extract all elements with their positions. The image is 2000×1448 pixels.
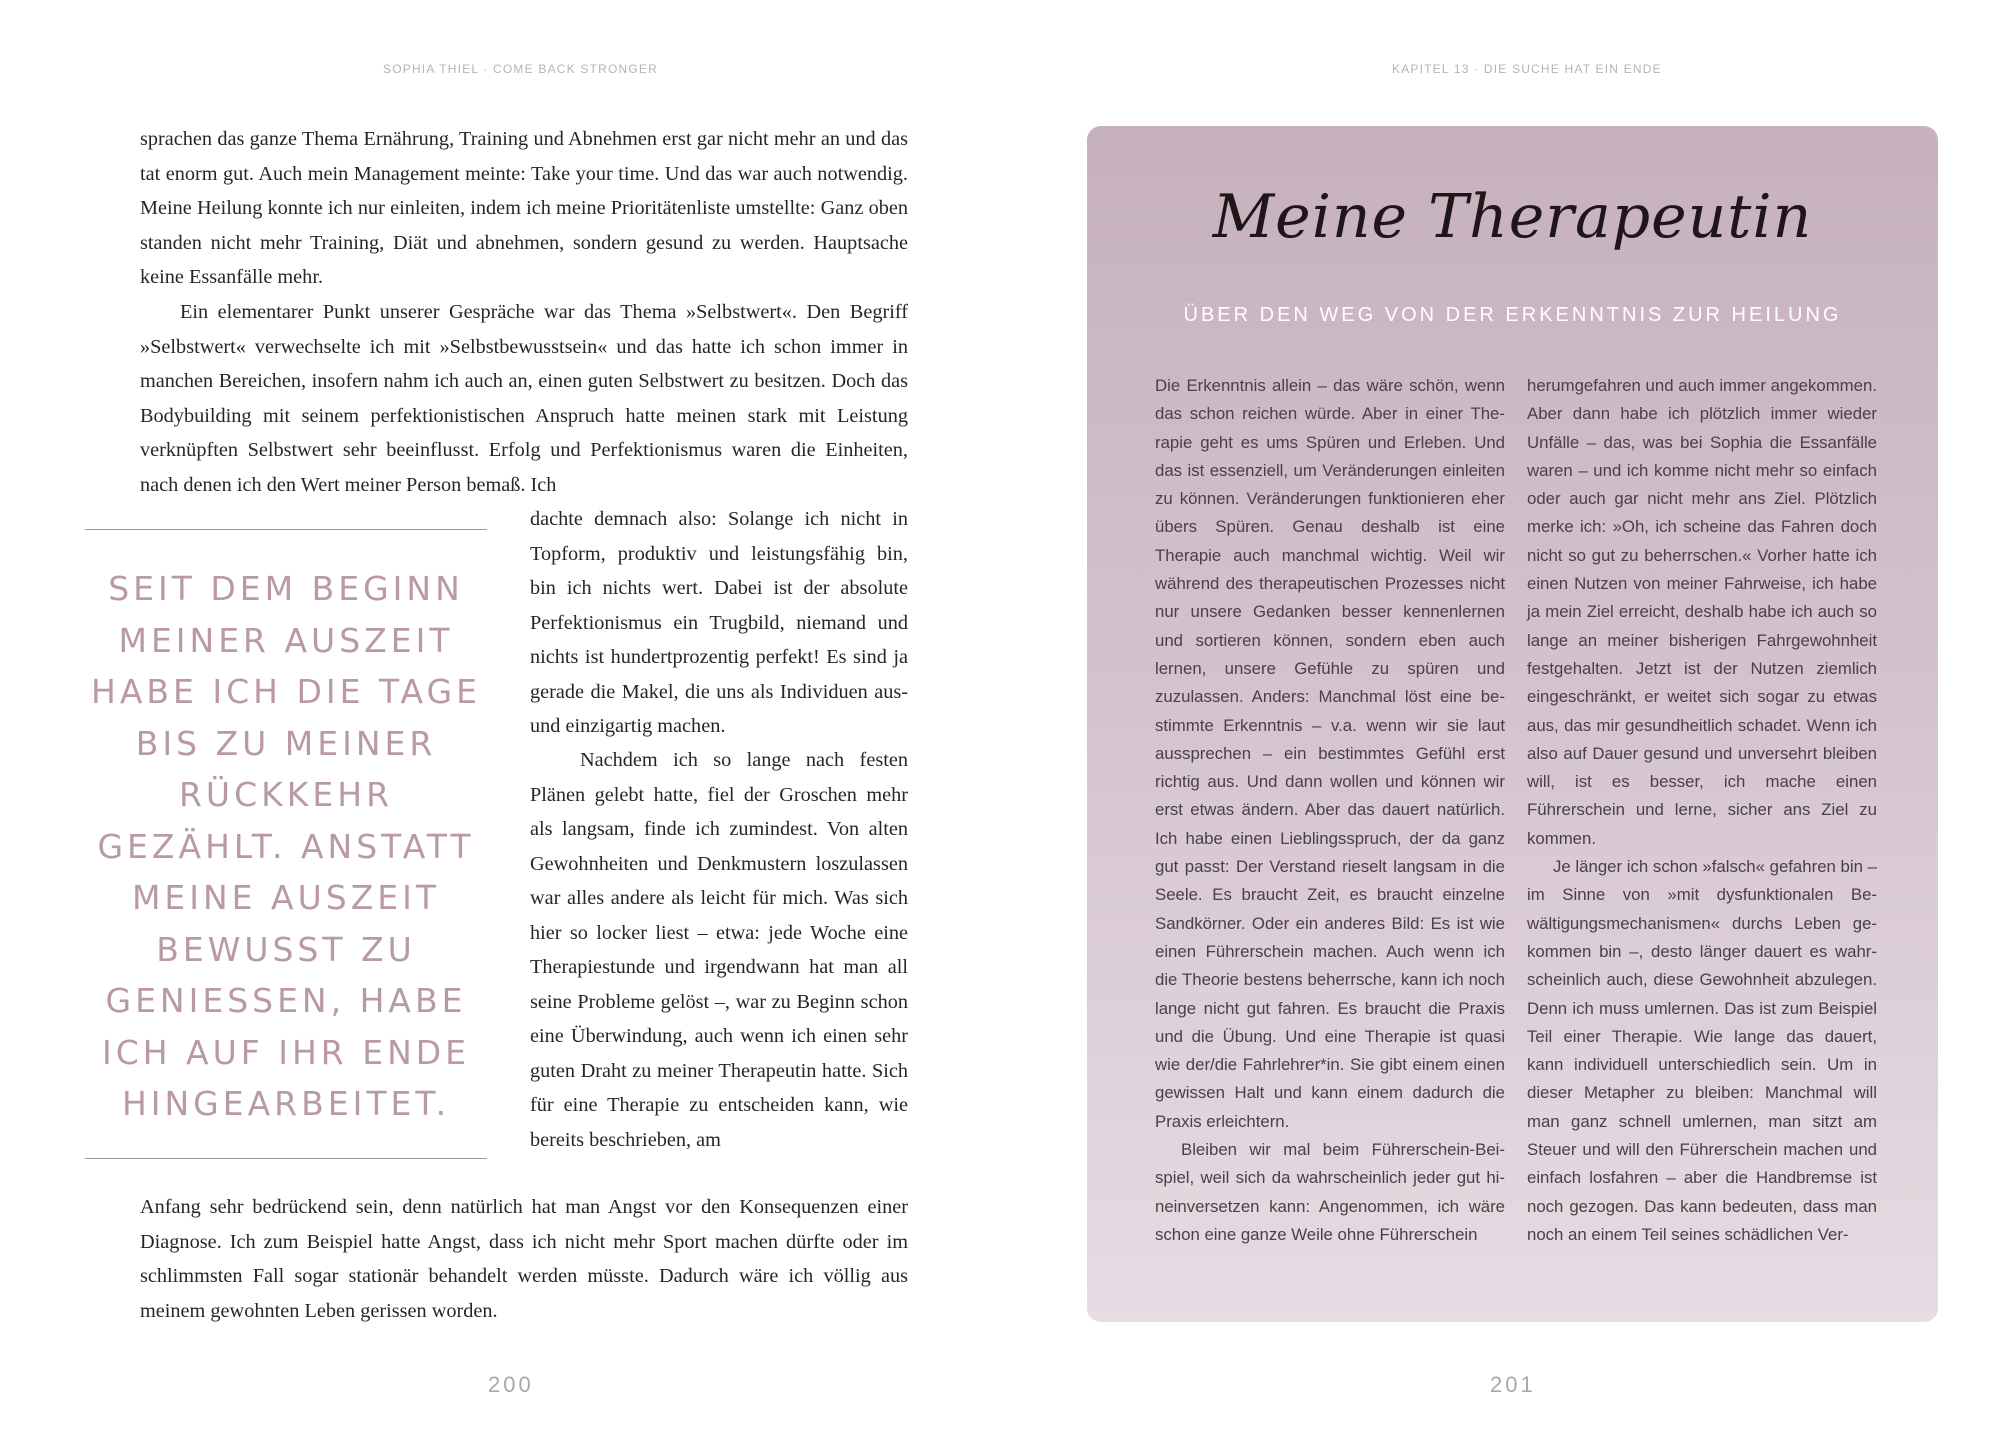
left-paragraph-1: sprachen das ganze Thema Ernährung, Training und Abnehmen erst gar nicht mehr an und das tat enorm gut. Auch mein Management meinte: Take your time. Und das war auch notwendig. Meine Heilung konnte ich nur einleiten, indem ich meine Prioritätenliste umstellte: Ganz oben standen nicht mehr Training, Diät und abnehmen, sondern gesund zu werden. Hauptsache keine Essanfälle mehr. (140, 128, 908, 288)
page-number-right: 201 (1490, 1372, 1536, 1397)
pullquote: SEIT DEM BEGINN MEINER AUSZEIT HABE ICH DIE TAGE BIS ZU MEINER RÜCKKEHR GEZÄHLT. ANSTATT MEINE AUSZEIT BEWUSST ZU GENIESSEN, HABE ICH AUF IHR ENDE HINGEARBEITET. (91, 569, 481, 1123)
running-head-right: KAPITEL 13 · DIE SUCHE HAT EIN ENDE (1392, 62, 1662, 76)
left-paragraph-2: Ein elementarer Punkt unserer Gespräche war das Thema »Selbstwert«. Den Begriff »Selbstwert« verwechselte ich mit »Selbstbewusstsein« und das hatte ich schon immer in manchen Bereichen, insofern nahm ich auch an, einen guten Selbstwert zu besitzen. Doch das Bodybuilding mit seinem perfektionistischen Anspruch hatte meinen stark mit Leistung verknüpften Selbstwert sehr beeinflusst. Erfolg und Perfektionismus waren die Einheiten, nach denen ich den Wert meiner Person bemaß. Ich (140, 301, 908, 496)
page-number-left: 200 (488, 1372, 534, 1397)
box-left-paragraph-1: Die Erkenntnis allein – das wäre schön, wenn das schon reichen würde. Aber in einer Therapie geht es ums Spüren und Erleben. Und das ist essenziell, um Veränderungen einleiten zu können. Veränderungen funktionieren eher übers Spüren. Genau deshalb ist eine Therapie auch manchmal wichtig. Weil wir während des therapeutischen Prozesses nicht nur unsere Gedanken besser kennenlernen und sortieren können, sondern eben auch lernen, unsere Gefühle zu spüren und zuzulassen. Anders: Manchmal löst eine bestimmte Erkenntnis – v.a. wenn wir sie laut aussprechen – ein bestimmtes Gefühl erst richtig aus. Und dann wollen und können wir erst etwas ändern. Aber das dauert natürlich. Ich habe einen Lieblingsspruch, der da ganz gut passt: Der Verstand rieselt langsam in die Seele. Es braucht Zeit, es braucht einzelne Sandkörner. Oder ein anderes Bild: Es ist wie einen Führerschein machen. Auch wenn ich die Theorie bestens beherrsche, kann ich noch lange nicht gut fahren. Es braucht die Praxis und die Übung. Und eine Therapie ist quasi wie der/die Fahrlehrer*in. Sie gibt einem einen gewissen Halt und kann einem dadurch die Praxis erleichtern. (1155, 376, 1505, 1131)
box-left-paragraph-2: Bleiben wir mal beim Führerschein-Beispiel, weil sich da wahrscheinlich jeder gut hineinversetzen kann: Angenommen, ich wäre schon eine ganze Weile ohne Führerschein (1155, 1140, 1505, 1244)
box-title: Meine Therapeutin (1212, 182, 1813, 252)
running-head-left: SOPHIA THIEL · COME BACK STRONGER (383, 62, 658, 76)
left-paragraph-3: dachte demnach also: Solange ich nicht in Topform, produktiv und leistungsfähig bin, bin ich nichts wert. Dabei ist der absolute Perfektionismus ein Trugbild, niemand und nichts ist hundertprozentig perfekt! Es sind ja gerade die Makel, die uns als Individuen aus- und einzigartig machen. (530, 508, 908, 737)
box-right-paragraph-2: Je länger ich schon »falsch« gefahren bin – im Sinne von »mit dysfunktionalen Bewältigungsmechanismen« durchs Leben gekommen bin –, desto länger dauert es wahrscheinlich auch, diese Gewohnheit abzulegen. Denn ich muss umlernen. Das ist zum Beispiel Teil einer Therapie. Wie lange das dauert, kann individuell unterschiedlich sein. Um in dieser Metapher zu bleiben: Manchmal will man ganz schnell umlernen, man sitzt am Steuer und will den Führerschein machen und einfach losfahren – aber die Handbremse ist noch gezogen. Das kann bedeuten, dass man noch an einem Teil seines schädlichen Ver- (1527, 857, 1877, 1244)
box-right-paragraph-1: herumgefahren und auch immer angekommen. Aber dann habe ich plötzlich immer wieder Unfälle – das, was bei Sophia die Essanfälle waren – und ich komme nicht mehr so einfach oder auch gar nicht mehr ans Ziel. Plötzlich merke ich: »Oh, ich scheine das Fahren doch nicht so gut zu beherrschen.« Vorher hatte ich einen Nutzen von meiner Fahrweise, ich habe ja mein Ziel erreicht, deshalb habe ich auch so lange an meiner bisherigen Fahrgewohnheit festgehalten. Jetzt ist der Nutzen ziemlich eingeschränkt, er weitet sich sogar zu etwas aus, das mir gesundheitlich schadet. Wenn ich also auf Dauer gesund und unversehrt bleiben will, ist es besser, ich mache einen Führerschein und lerne, sicher ans Ziel zu kommen. (1527, 376, 1877, 848)
left-paragraph-4: Nachdem ich so lange nach festen Plänen gelebt hatte, fiel der Groschen mehr als langsam, finde ich zumindest. Von alten Gewohnheiten und Denkmustern loszulassen war alles andere als leicht für mich. Was sich hier so locker liest – etwa: jede Woche eine Therapiestunde und irgendwann hat man all seine Probleme gelöst –, war zu Beginn schon eine Überwindung, auch wenn ich einen sehr guten Draht zu meiner Therapeutin hatte. Sich für eine Therapie zu entscheiden kann, wie bereits beschrieben, am (530, 749, 908, 1151)
box-subtitle: ÜBER DEN WEG VON DER ERKENNTNIS ZUR HEILUNG (1183, 304, 1842, 326)
left-paragraph-5: Anfang sehr bedrückend sein, denn natürlich hat man Angst vor den Konsequenzen einer Diagnose. Ich zum Beispiel hatte Angst, dass ich nicht mehr Sport machen dürfte oder im schlimmsten Fall sogar stationär behandelt werden müsste. Dadurch wäre ich völlig aus meinem gewohnten Leben gerissen worden. (140, 1196, 908, 1322)
pullquote-rule-top (85, 529, 487, 530)
pullquote-rule-bottom (85, 1158, 487, 1159)
box-column-right (1527, 372, 1877, 1249)
box-column-left (1155, 372, 1505, 1249)
